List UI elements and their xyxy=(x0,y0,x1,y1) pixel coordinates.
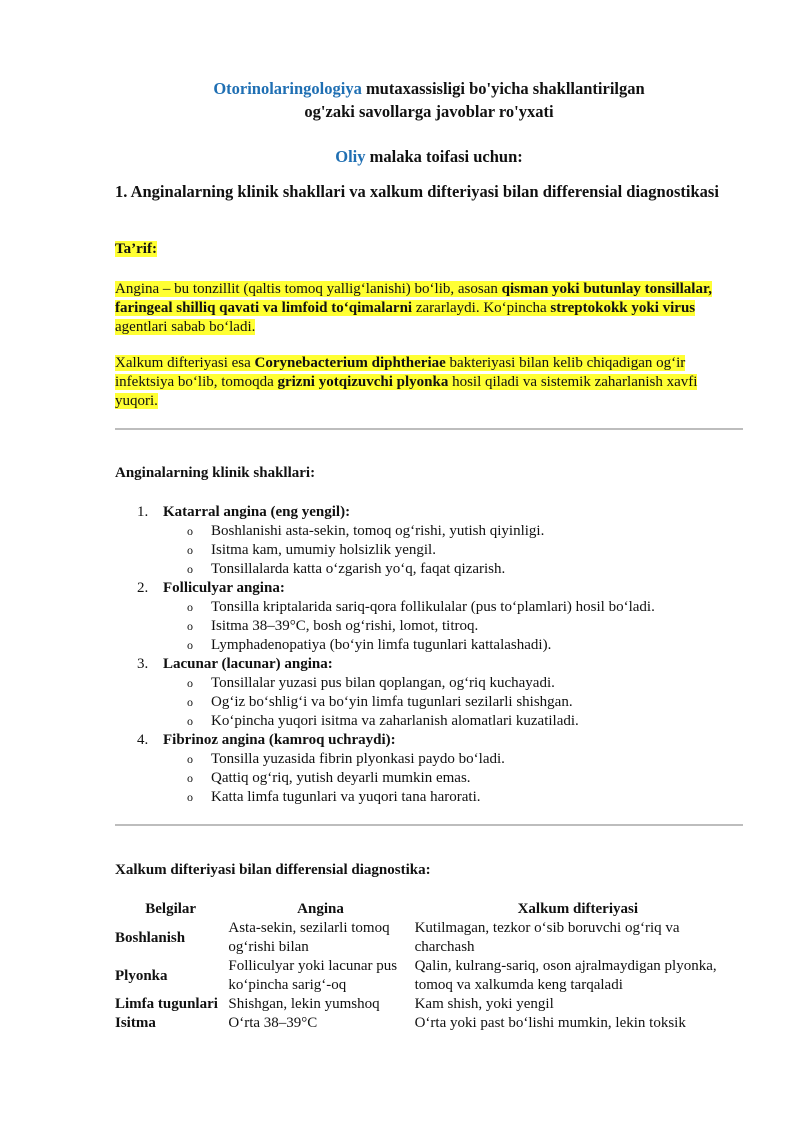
bullet-item: o Isitma kam, umumiy holsizlik yengil. xyxy=(187,542,436,558)
circle-bullet-icon: o xyxy=(187,695,193,709)
bullet-item: o Tonsilla kriptalarida sariq-qora follikulalar (pus to‘plamlari) hosil bo‘ladi. xyxy=(187,599,655,615)
table-cell: Shishgan, lekin yumshoq xyxy=(228,996,380,1012)
circle-bullet-icon: o xyxy=(187,543,193,557)
bullet-item: o Lymphadenopatiya (bo‘yin limfa tugunlari kattalashadi). xyxy=(187,637,552,653)
column-header: Belgilar xyxy=(145,901,197,917)
circle-bullet-icon: o xyxy=(187,752,193,766)
list-item: 3. Lacunar (lacunar) angina: xyxy=(137,656,333,672)
row-header: Boshlanish xyxy=(115,929,186,946)
table-header-row xyxy=(115,899,743,919)
table-cell: O‘rta yoki past bo‘lishi mumkin, lekin toksik xyxy=(414,1015,686,1031)
bullet-item: o Qattiq og‘riq, yutish deyarli mumkin emas. xyxy=(187,770,471,786)
list-item: 4. Fibrinoz angina (kamroq uchraydi): xyxy=(137,732,396,748)
subtitle-category: Oliy xyxy=(335,147,366,166)
definition-label: Ta’rif: xyxy=(115,241,157,257)
circle-bullet-icon: o xyxy=(187,638,193,652)
circle-bullet-icon: o xyxy=(187,524,193,538)
circle-bullet-icon: o xyxy=(187,562,193,576)
table-cell: Kam shish, yoki yengil xyxy=(414,996,554,1012)
document-title xyxy=(115,77,743,123)
section-divider xyxy=(115,428,743,430)
title-line2: og'zaki savollarga javoblar ro'yxati xyxy=(304,102,554,121)
list-item: 1. Katarral angina (eng yengil): xyxy=(137,504,351,520)
document-subtitle xyxy=(115,145,743,168)
bullet-item: o Katta limfa tugunlari va yuqori tana harorati. xyxy=(187,789,481,805)
table-row xyxy=(115,995,743,1014)
circle-bullet-icon: o xyxy=(187,771,193,785)
table-row xyxy=(115,1014,743,1033)
bullet-item: o Boshlanishi asta-sekin, tomoq og‘rishi, yutish qiyinligi. xyxy=(187,523,545,539)
circle-bullet-icon: o xyxy=(187,600,193,614)
column-header: Xalkum difteriyasi xyxy=(517,901,638,917)
table-cell: Qalin, kulrang-sariq, oson ajralmaydigan plyonka, tomoq va xalkumda keng tarqaladi xyxy=(414,958,717,993)
row-header: Plyonka xyxy=(115,967,168,984)
circle-bullet-icon: o xyxy=(187,714,193,728)
bullet-item: o Tonsillalar yuzasi pus bilan qoplangan, og‘riq kuchayadi. xyxy=(187,675,555,691)
section-divider xyxy=(115,824,743,826)
table-row xyxy=(115,957,743,995)
table-row xyxy=(115,919,743,957)
row-header: Isitma xyxy=(115,1015,156,1031)
definition-diphtheria: Xalkum difteriyasi esa Corynebacterium diphtheriae bakteriyasi bilan kelib chiqadigan og‘ir infektsiya bo‘lib, tomoqda grizni yotqizuvchi plyonka hosil qiladi va sistemik zaharlanish xavfi yuqori. xyxy=(115,355,698,409)
title-specialty: Otorinolaringologiya xyxy=(213,79,362,98)
bullet-item: o Isitma 38–39°C, bosh og‘rishi, lomot, titroq. xyxy=(187,618,479,634)
bullet-item: o Tonsilla yuzasida fibrin plyonkasi paydo bo‘ladi. xyxy=(187,751,505,767)
diff-table xyxy=(115,899,743,1033)
circle-bullet-icon: o xyxy=(187,676,193,690)
column-header: Angina xyxy=(297,901,344,917)
forms-list xyxy=(115,503,743,807)
list-item: 2. Folliculyar angina: xyxy=(137,580,285,596)
bullet-item: o Ko‘pincha yuqori isitma va zaharlanish alomatlari kuzatiladi. xyxy=(187,713,579,729)
bullet-item: o Og‘iz bo‘shlig‘i va bo‘yin limfa tugunlari sezilarli shishgan. xyxy=(187,694,573,710)
row-header: Limfa tugunlari xyxy=(115,996,218,1012)
table-cell: Asta-sekin, sezilarli tomoq og‘rishi bilan xyxy=(228,920,390,955)
question-title: 1. Anginalarning klinik shakllari va xalkum difteriyasi bilan differensial diagnostikasi xyxy=(115,182,719,201)
table-cell: O‘rta 38–39°C xyxy=(228,1015,318,1031)
definition-angina: Angina – bu tonzillit (qaltis tomoq yallig‘lanishi) bo‘lib, asosan qisman yoki butunlay tonsillalar, faringeal shilliq qavati va limfoid to‘qimalarni zararlaydi. Ko‘pincha streptokokk yoki virus agentlari sabab bo‘ladi. xyxy=(115,281,712,335)
circle-bullet-icon: o xyxy=(187,790,193,804)
diff-heading: Xalkum difteriyasi bilan differensial diagnostika: xyxy=(115,862,431,878)
table-cell: Kutilmagan, tezkor o‘sib boruvchi og‘riq va charchash xyxy=(414,920,680,955)
table-cell: Folliculyar yoki lacunar pus ko‘pincha sarig‘-oq xyxy=(228,958,398,993)
subtitle-rest: malaka toifasi uchun: xyxy=(365,147,523,166)
circle-bullet-icon: o xyxy=(187,619,193,633)
forms-heading: Anginalarning klinik shakllari: xyxy=(115,465,316,481)
bullet-item: o Tonsillalarda katta o‘zgarish yo‘q, faqat qizarish. xyxy=(187,561,506,577)
title-line1-rest: mutaxassisligi bo'yicha shakllantirilgan xyxy=(361,79,645,98)
